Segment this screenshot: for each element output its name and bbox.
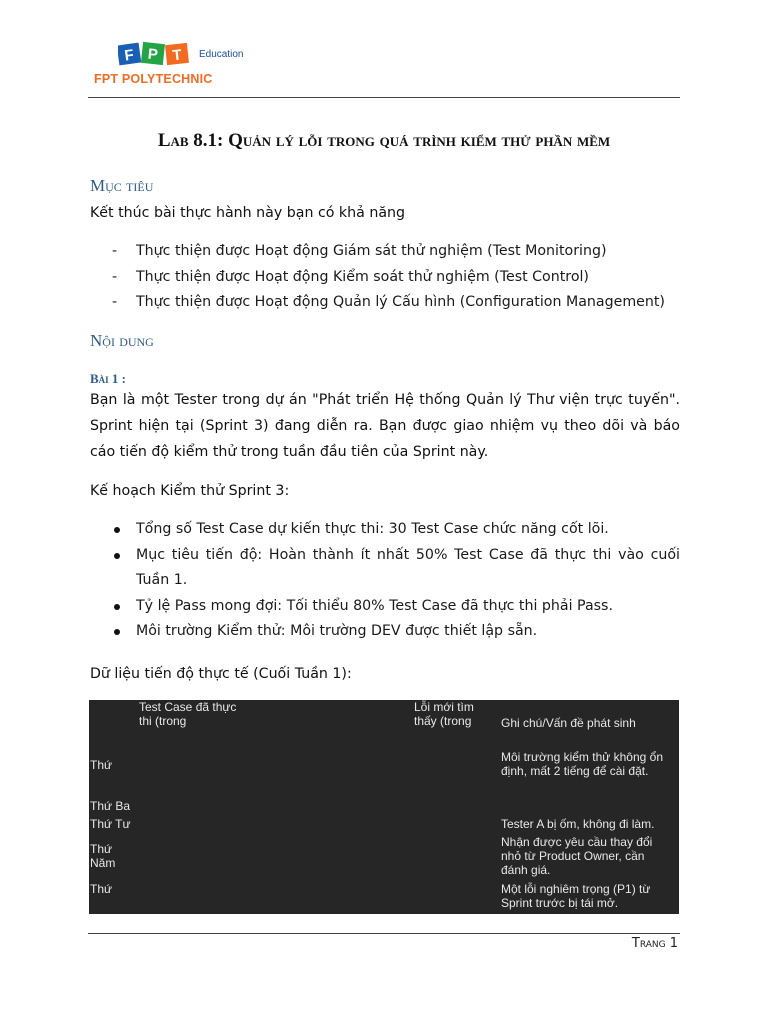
plan-item: Tổng số Test Case dự kiến thực thi: 30 Test Case chức năng cốt lõi. <box>112 517 680 543</box>
table-row-note: Tester A bị ốm, không đi làm. <box>501 817 655 831</box>
svg-text:P: P <box>146 45 159 64</box>
data-label: Dữ liệu tiến độ thực tế (Cuối Tuần 1): <box>90 666 352 682</box>
fpt-logo-mark <box>118 41 200 67</box>
header-divider <box>88 97 680 98</box>
header-notes: Ghi chú/Vấn đề phát sinh <box>501 716 636 730</box>
logo-education-text: Education <box>199 49 244 60</box>
content-heading: Nội dung <box>90 331 154 350</box>
footer-divider <box>88 933 680 934</box>
objectives-heading: Mục tiêu <box>90 176 154 195</box>
objective-item: - Thực thiện được Hoạt động Kiểm soát thử nghiệm (Test Control) <box>112 265 665 291</box>
table-row-note: Nhận được yêu cầu thay đổi nhỏ từ Product Owner, cần đánh giá. <box>501 835 653 877</box>
table-row-note: Môi trường kiểm thử không ổn định, mất 2 tiếng để cài đặt. <box>501 750 664 778</box>
table-row-day: Thứ Tư <box>90 817 131 831</box>
table-row-day: Thứ <box>90 882 113 896</box>
table-row-note: Một lỗi nghiêm trọng (P1) từ Sprint trước bị tái mở. <box>501 882 651 910</box>
fpt-logo <box>94 41 248 91</box>
exercise-label: Bài 1 : <box>90 371 127 386</box>
plan-label: Kế hoạch Kiểm thử Sprint 3: <box>90 483 290 499</box>
header-executed: Test Case đã thực thi (trong <box>139 700 237 728</box>
exercise-paragraph: Bạn là một Tester trong dự án "Phát triển Hệ thống Quản lý Thư viện trực tuyến". Sprint hiện tại (Sprint 3) đang diễn ra. Bạn được giao nhiệm vụ theo dõi và báo cáo tiến độ kiểm thử trong tuần đầu tiên của Sprint này. <box>90 392 680 460</box>
table-row-day: Thứ Năm <box>90 842 116 870</box>
svg-text:F: F <box>123 46 135 65</box>
objectives-list <box>112 239 665 316</box>
table-row-day: Thứ Ba <box>90 799 131 813</box>
header-new-defects: Lỗi mới tìm thấy (trong <box>414 700 474 728</box>
plan-list <box>112 517 680 645</box>
objectives-intro: Kết thúc bài thực hành này bạn có khả năng <box>90 205 406 221</box>
plan-item: Mục tiêu tiến độ: Hoàn thành ít nhất 50% Test Case đã thực thi vào cuối Tuần 1. <box>112 543 680 594</box>
table-row-day: Thứ <box>90 758 113 772</box>
page-number: Trang 1 <box>631 936 678 951</box>
progress-table <box>89 700 679 914</box>
objective-item: - Thực thiện được Hoạt động Quản lý Cấu hình (Configuration Management) <box>112 290 665 316</box>
page-title: Lab 8.1: Quản lý lỗi trong quá trình kiểm thử phần mềm <box>157 130 611 151</box>
svg-text:T: T <box>171 46 183 65</box>
plan-item: Tỷ lệ Pass mong đợi: Tối thiểu 80% Test Case đã thực thi phải Pass. <box>112 594 680 620</box>
org-name: FPT POLYTECHNIC <box>94 72 213 86</box>
objective-item: - Thực thiện được Hoạt động Giám sát thử nghiệm (Test Monitoring) <box>112 239 665 265</box>
plan-item: Môi trường Kiểm thử: Môi trường DEV được thiết lập sẵn. <box>112 619 680 645</box>
